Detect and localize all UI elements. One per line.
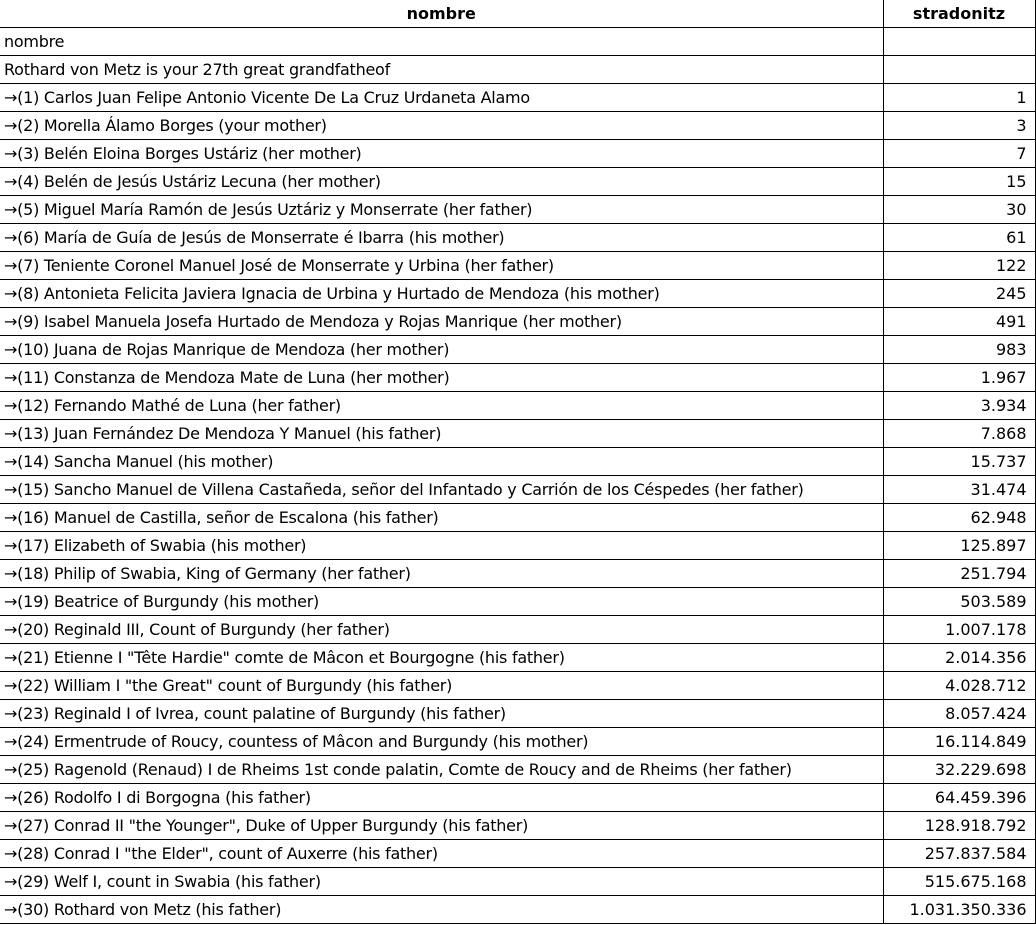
cell-stradonitz[interactable]: 1 <box>883 84 1035 112</box>
cell-nombre[interactable]: →(6) María de Guía de Jesús de Monserrate é Ibarra (his mother) <box>0 224 883 252</box>
table-row <box>0 728 1035 756</box>
table-row <box>0 868 1035 896</box>
table-row <box>0 812 1035 840</box>
table-row <box>0 644 1035 672</box>
table-row <box>0 700 1035 728</box>
cell-nombre[interactable]: →(17) Elizabeth of Swabia (his mother) <box>0 532 883 560</box>
table-row <box>0 672 1035 700</box>
table-row <box>0 28 1035 56</box>
cell-stradonitz[interactable]: 7 <box>883 140 1035 168</box>
cell-nombre[interactable]: →(27) Conrad II "the Younger", Duke of Upper Burgundy (his father) <box>0 812 883 840</box>
table-row <box>0 420 1035 448</box>
cell-nombre[interactable]: →(18) Philip of Swabia, King of Germany (her father) <box>0 560 883 588</box>
cell-nombre[interactable]: Rothard von Metz is your 27th great grandfatheof <box>0 56 883 84</box>
cell-stradonitz[interactable]: 1.967 <box>883 364 1035 392</box>
cell-stradonitz[interactable]: 15.737 <box>883 448 1035 476</box>
cell-stradonitz[interactable]: 983 <box>883 336 1035 364</box>
header-row <box>0 0 1035 28</box>
cell-stradonitz[interactable]: 128.918.792 <box>883 812 1035 840</box>
table-row <box>0 476 1035 504</box>
cell-stradonitz[interactable]: 64.459.396 <box>883 784 1035 812</box>
cell-nombre[interactable]: →(5) Miguel María Ramón de Jesús Uztáriz y Monserrate (her father) <box>0 196 883 224</box>
table-row <box>0 364 1035 392</box>
cell-nombre[interactable]: →(4) Belén de Jesús Ustáriz Lecuna (her mother) <box>0 168 883 196</box>
cell-stradonitz[interactable]: 7.868 <box>883 420 1035 448</box>
table-row <box>0 308 1035 336</box>
cell-stradonitz[interactable]: 251.794 <box>883 560 1035 588</box>
table-row <box>0 140 1035 168</box>
cell-nombre[interactable]: nombre <box>0 28 883 56</box>
cell-nombre[interactable]: →(20) Reginald III, Count of Burgundy (her father) <box>0 616 883 644</box>
cell-nombre[interactable]: →(12) Fernando Mathé de Luna (her father) <box>0 392 883 420</box>
table-row <box>0 224 1035 252</box>
cell-stradonitz[interactable]: 15 <box>883 168 1035 196</box>
cell-stradonitz[interactable]: 31.474 <box>883 476 1035 504</box>
cell-stradonitz[interactable]: 30 <box>883 196 1035 224</box>
table-row <box>0 532 1035 560</box>
table-row <box>0 56 1035 84</box>
cell-nombre[interactable]: →(24) Ermentrude of Roucy, countess of Mâcon and Burgundy (his mother) <box>0 728 883 756</box>
cell-nombre[interactable]: →(13) Juan Fernández De Mendoza Y Manuel (his father) <box>0 420 883 448</box>
cell-stradonitz[interactable] <box>883 56 1035 84</box>
cell-nombre[interactable]: →(25) Ragenold (Renaud) I de Rheims 1st conde palatin, Comte de Roucy and de Rheims (her father) <box>0 756 883 784</box>
cell-stradonitz[interactable]: 16.114.849 <box>883 728 1035 756</box>
cell-stradonitz[interactable]: 257.837.584 <box>883 840 1035 868</box>
table-row <box>0 756 1035 784</box>
table-body <box>0 28 1035 924</box>
table-row <box>0 252 1035 280</box>
cell-nombre[interactable]: →(19) Beatrice of Burgundy (his mother) <box>0 588 883 616</box>
table-row <box>0 392 1035 420</box>
cell-nombre[interactable]: →(14) Sancha Manuel (his mother) <box>0 448 883 476</box>
cell-nombre[interactable]: →(16) Manuel de Castilla, señor de Escalona (his father) <box>0 504 883 532</box>
table-row <box>0 168 1035 196</box>
cell-nombre[interactable]: →(1) Carlos Juan Felipe Antonio Vicente De La Cruz Urdaneta Alamo <box>0 84 883 112</box>
cell-stradonitz[interactable]: 61 <box>883 224 1035 252</box>
column-header-stradonitz[interactable]: stradonitz <box>883 0 1035 28</box>
cell-stradonitz[interactable]: 32.229.698 <box>883 756 1035 784</box>
cell-nombre[interactable]: →(15) Sancho Manuel de Villena Castañeda, señor del Infantado y Carrión de los Céspedes (her father) <box>0 476 883 504</box>
cell-stradonitz[interactable]: 245 <box>883 280 1035 308</box>
table-row <box>0 840 1035 868</box>
table-row <box>0 560 1035 588</box>
table-row <box>0 784 1035 812</box>
table-row <box>0 280 1035 308</box>
cell-stradonitz[interactable]: 491 <box>883 308 1035 336</box>
cell-nombre[interactable]: →(2) Morella Álamo Borges (your mother) <box>0 112 883 140</box>
cell-nombre[interactable]: →(11) Constanza de Mendoza Mate de Luna (her mother) <box>0 364 883 392</box>
cell-nombre[interactable]: →(30) Rothard von Metz (his father) <box>0 896 883 924</box>
cell-nombre[interactable]: →(28) Conrad I "the Elder", count of Auxerre (his father) <box>0 840 883 868</box>
cell-nombre[interactable]: →(26) Rodolfo I di Borgogna (his father) <box>0 784 883 812</box>
cell-stradonitz[interactable]: 125.897 <box>883 532 1035 560</box>
table-row <box>0 336 1035 364</box>
table-row <box>0 616 1035 644</box>
table-row <box>0 504 1035 532</box>
table-row <box>0 196 1035 224</box>
cell-nombre[interactable]: →(3) Belén Eloina Borges Ustáriz (her mother) <box>0 140 883 168</box>
cell-stradonitz[interactable]: 503.589 <box>883 588 1035 616</box>
cell-stradonitz[interactable]: 2.014.356 <box>883 644 1035 672</box>
table-row <box>0 84 1035 112</box>
cell-nombre[interactable]: →(7) Teniente Coronel Manuel José de Monserrate y Urbina (her father) <box>0 252 883 280</box>
cell-stradonitz[interactable]: 62.948 <box>883 504 1035 532</box>
cell-nombre[interactable]: →(23) Reginald I of Ivrea, count palatine of Burgundy (his father) <box>0 700 883 728</box>
cell-nombre[interactable]: →(21) Etienne I "Tête Hardie" comte de Mâcon et Bourgogne (his father) <box>0 644 883 672</box>
cell-nombre[interactable]: →(10) Juana de Rojas Manrique de Mendoza (her mother) <box>0 336 883 364</box>
table-row <box>0 112 1035 140</box>
cell-stradonitz[interactable]: 3 <box>883 112 1035 140</box>
cell-stradonitz[interactable]: 1.007.178 <box>883 616 1035 644</box>
cell-stradonitz[interactable]: 8.057.424 <box>883 700 1035 728</box>
cell-stradonitz[interactable]: 4.028.712 <box>883 672 1035 700</box>
cell-stradonitz[interactable]: 122 <box>883 252 1035 280</box>
cell-stradonitz[interactable]: 515.675.168 <box>883 868 1035 896</box>
cell-nombre[interactable]: →(9) Isabel Manuela Josefa Hurtado de Mendoza y Rojas Manrique (her mother) <box>0 308 883 336</box>
column-header-nombre[interactable]: nombre <box>0 0 883 28</box>
cell-nombre[interactable]: →(22) William I "the Great" count of Burgundy (his father) <box>0 672 883 700</box>
table-row <box>0 448 1035 476</box>
table-row <box>0 588 1035 616</box>
cell-nombre[interactable]: →(8) Antonieta Felicita Javiera Ignacia de Urbina y Hurtado de Mendoza (his mother) <box>0 280 883 308</box>
cell-nombre[interactable]: →(29) Welf I, count in Swabia (his father) <box>0 868 883 896</box>
cell-stradonitz[interactable]: 3.934 <box>883 392 1035 420</box>
cell-stradonitz[interactable]: 1.031.350.336 <box>883 896 1035 924</box>
table-row <box>0 896 1035 924</box>
cell-stradonitz[interactable] <box>883 28 1035 56</box>
